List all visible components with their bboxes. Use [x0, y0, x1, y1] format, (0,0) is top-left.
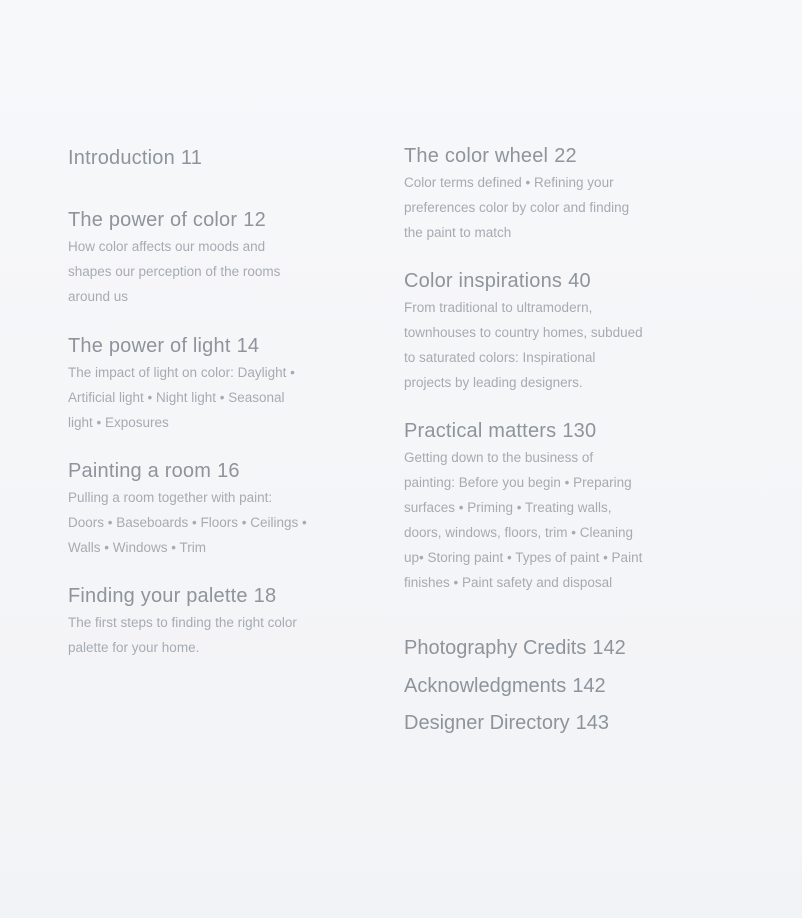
description-line: How color affects our moods and: [68, 239, 266, 254]
description-line: Color terms defined • Refining your: [404, 175, 614, 190]
toc-entry-description: [404, 170, 629, 245]
description-line: townhouses to country homes, subdued: [404, 325, 643, 340]
description-line: Walls • Windows • Trim: [68, 540, 206, 555]
description-line: shapes our perception of the rooms: [68, 264, 281, 279]
end-matter-title: Photography Credits: [404, 637, 587, 659]
description-line: finishes • Paint safety and disposal: [404, 575, 613, 590]
description-line: light • Exposures: [68, 415, 169, 430]
toc-entry-page: 16: [217, 460, 240, 482]
toc-entry-heading: [404, 143, 629, 169]
description-line: surfaces • Priming • Treating walls,: [404, 500, 612, 515]
end-matter-page: 142: [572, 674, 606, 697]
toc-entry-page: 130: [562, 420, 597, 442]
description-line: Artificial light • Night light • Seasonal: [68, 390, 285, 405]
description-line: to saturated colors: Inspirational: [404, 350, 596, 365]
toc-entry-title: Finding your palette: [68, 585, 248, 607]
end-matter-title: Designer Directory: [404, 712, 570, 734]
toc-entry-heading: [68, 333, 295, 359]
toc-entry-title: Color inspirations: [404, 270, 563, 292]
toc-entry-page: 11: [180, 147, 203, 169]
toc-entry-title: Practical matters: [404, 420, 557, 442]
toc-entry-heading: [68, 583, 297, 609]
toc-entry-power-of-color[interactable]: [68, 207, 280, 309]
description-line: Getting down to the business of: [404, 450, 594, 465]
end-matter-acknowledgments[interactable]: [404, 668, 626, 706]
toc-entry-heading: [68, 207, 280, 233]
toc-entry-color-inspirations[interactable]: [404, 268, 643, 395]
description-line: The first steps to finding the right color: [68, 615, 297, 630]
toc-entry-color-wheel[interactable]: [404, 143, 629, 245]
end-matter-page: 142: [592, 637, 626, 659]
toc-entry-title: Painting a room: [68, 460, 212, 482]
toc-entry-description: [68, 360, 295, 435]
toc-entry-finding-your-palette[interactable]: [68, 583, 297, 660]
description-line: palette for your home.: [68, 640, 200, 655]
toc-entry-title: The color wheel: [404, 145, 549, 167]
toc-entry-title: The power of color: [68, 209, 238, 231]
toc-entry-title: The power of light: [68, 335, 231, 357]
toc-entry-page: 14: [236, 335, 260, 357]
toc-entry-painting-a-room[interactable]: [68, 458, 307, 560]
description-line: up• Storing paint • Types of paint • Paint: [404, 550, 643, 565]
toc-entry-page: 40: [568, 270, 591, 292]
description-line: the paint to match: [404, 225, 512, 240]
toc-entry-heading: [404, 268, 643, 294]
toc-entry-description: [404, 295, 643, 395]
description-line: preferences color by color and finding: [404, 200, 630, 215]
description-line: around us: [68, 289, 129, 304]
toc-entry-description: [68, 485, 307, 560]
description-line: doors, windows, floors, trim • Cleaning: [404, 525, 634, 540]
description-line: From traditional to ultramodern,: [404, 300, 593, 315]
toc-entry-heading: [68, 458, 307, 484]
description-line: Pulling a room together with paint:: [68, 490, 273, 505]
toc-entry-page: 12: [243, 209, 266, 231]
description-line: The impact of light on color: Daylight •: [68, 365, 295, 380]
toc-entry-practical-matters[interactable]: [404, 418, 642, 595]
toc-entry-power-of-light[interactable]: [68, 333, 295, 435]
toc-entry-introduction[interactable]: [68, 145, 202, 171]
toc-entry-description: [404, 445, 642, 595]
toc-entry-heading: [404, 418, 642, 444]
description-line: Doors • Baseboards • Floors • Ceilings •: [68, 515, 307, 530]
end-matter-page: 143: [575, 712, 609, 734]
end-matter-list: [404, 630, 626, 743]
toc-entry-page: 22: [554, 145, 577, 167]
toc-entry-description: [68, 610, 297, 660]
toc-entry-description: [68, 234, 280, 309]
description-line: painting: Before you begin • Preparing: [404, 475, 632, 490]
end-matter-designer-directory[interactable]: [404, 705, 626, 743]
end-matter-photography-credits[interactable]: [404, 630, 626, 668]
toc-entry-page: 18: [253, 585, 277, 607]
toc-entry-heading: [68, 145, 202, 171]
description-line: projects by leading designers.: [404, 375, 583, 390]
end-matter-title: Acknowledgments: [404, 674, 567, 697]
toc-entry-title: Introduction: [68, 147, 175, 169]
